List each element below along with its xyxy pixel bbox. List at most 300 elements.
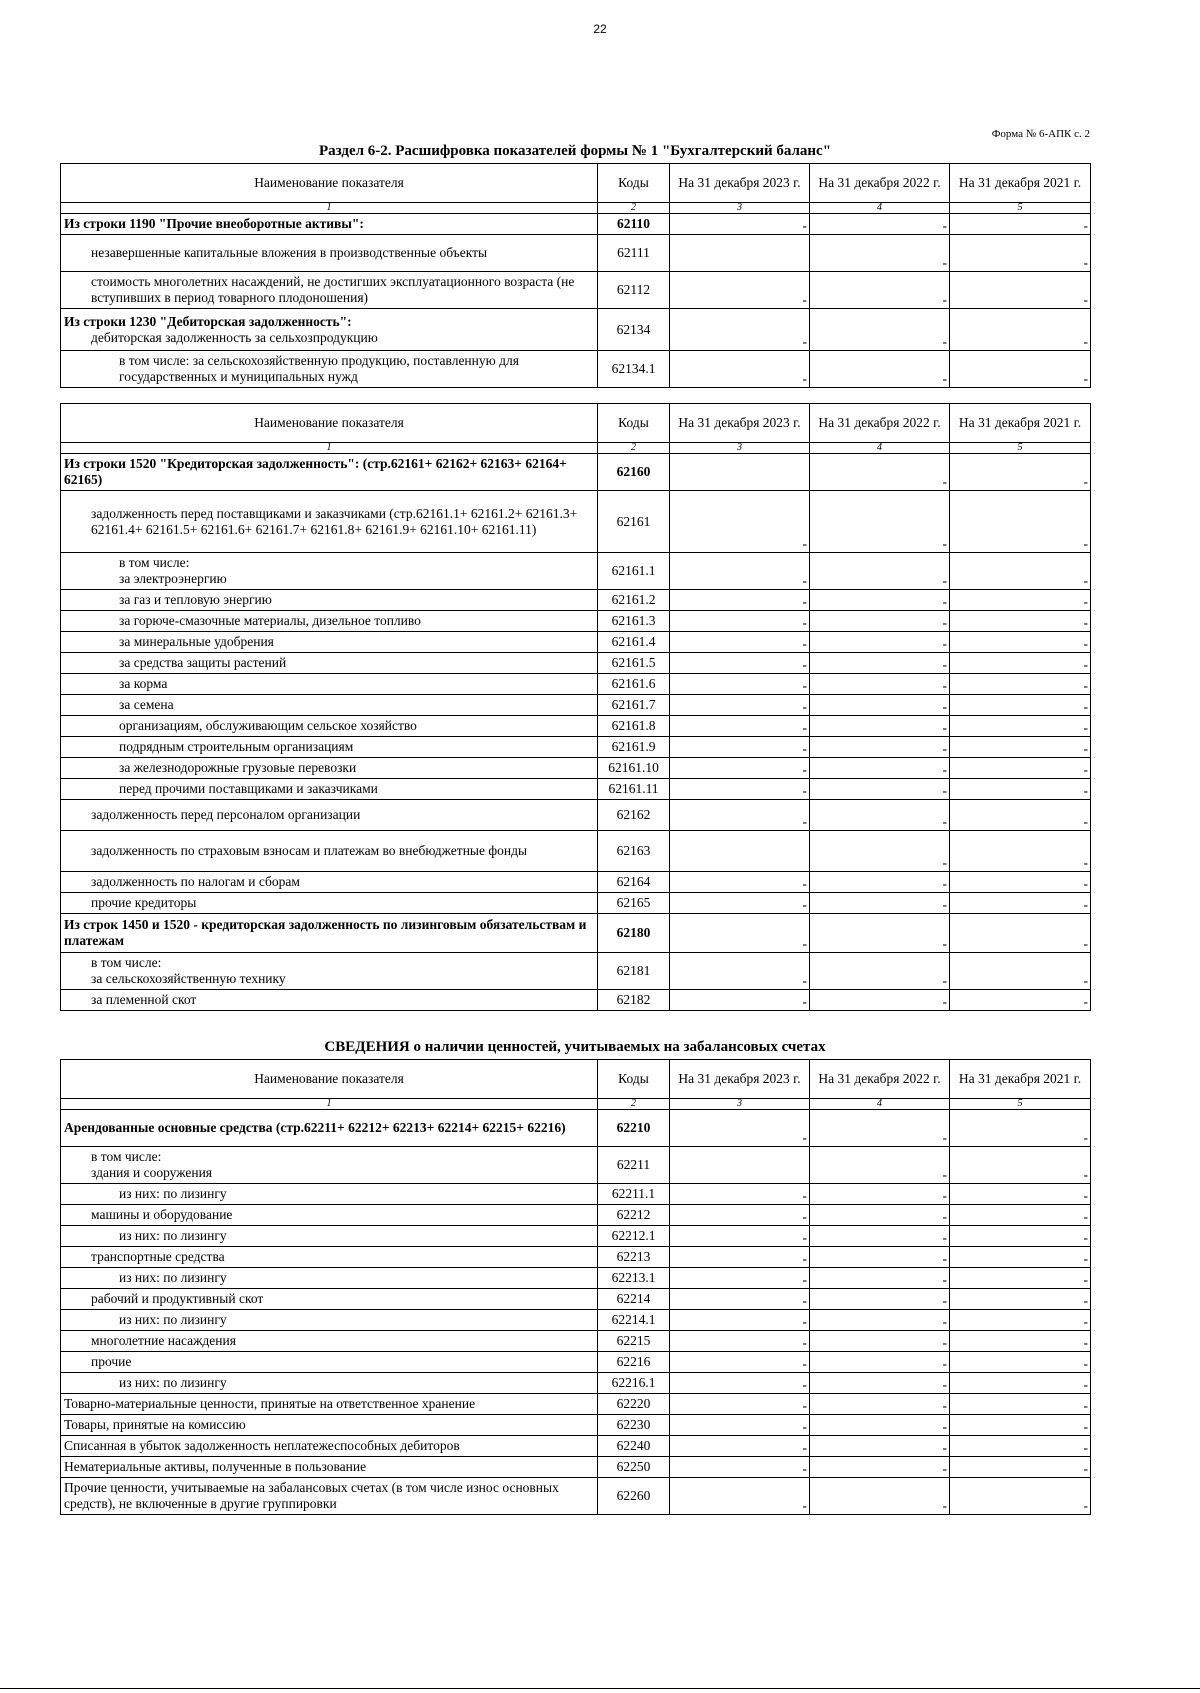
row-value-2023: - [670, 611, 810, 632]
row-value-2021: - [950, 1436, 1091, 1457]
row-label: за минеральные удобрения [61, 632, 598, 653]
row-code: 62110 [598, 214, 670, 235]
row-value-2022: - [810, 758, 950, 779]
row-value-2021: - [950, 1110, 1091, 1147]
col-num: 5 [950, 203, 1091, 214]
row-value-2022: - [810, 1184, 950, 1205]
row-value-2023: - [670, 351, 810, 388]
header-name: Наименование показателя [61, 404, 598, 443]
col-num: 1 [61, 1099, 598, 1110]
row-value-2021: - [950, 1268, 1091, 1289]
row-value-2023: - [670, 1331, 810, 1352]
row-code: 62161.9 [598, 737, 670, 758]
row-code: 62161.2 [598, 590, 670, 611]
row-value-2023: - [670, 1247, 810, 1268]
row-value-2021: - [950, 695, 1091, 716]
row-code: 62260 [598, 1478, 670, 1515]
header-codes: Коды [598, 1060, 670, 1099]
row-value-2022: - [810, 351, 950, 388]
row-code: 62214.1 [598, 1310, 670, 1331]
row-label: Нематериальные активы, полученные в пользование [61, 1457, 598, 1478]
row-code: 62164 [598, 872, 670, 893]
row-code: 62215 [598, 1331, 670, 1352]
row-code: 62214 [598, 1289, 670, 1310]
header-2023: На 31 декабря 2023 г. [670, 404, 810, 443]
row-value-2023: - [670, 1457, 810, 1478]
row-value-2022: - [810, 235, 950, 272]
header-2022: На 31 декабря 2022 г. [810, 404, 950, 443]
row-value-2023: - [670, 1226, 810, 1247]
table-header-row [61, 1060, 1091, 1099]
table-row [61, 1436, 1091, 1457]
row-label: в том числе: [91, 1149, 162, 1164]
row-value-2023 [670, 235, 810, 272]
row-value-2022: - [810, 893, 950, 914]
row-value-2022: - [810, 1226, 950, 1247]
header-2022: На 31 декабря 2022 г. [810, 164, 950, 203]
table-row [61, 872, 1091, 893]
row-value-2022: - [810, 553, 950, 590]
row-value-2023: - [670, 695, 810, 716]
table-row [61, 309, 1091, 351]
row-value-2022: - [810, 1415, 950, 1436]
table-row [61, 1268, 1091, 1289]
row-code: 62161.6 [598, 674, 670, 695]
header-2021: На 31 декабря 2021 г. [950, 404, 1091, 443]
row-code: 62162 [598, 800, 670, 831]
row-value-2023: - [670, 491, 810, 553]
row-label: рабочий и продуктивный скот [61, 1289, 598, 1310]
row-value-2022: - [810, 1205, 950, 1226]
row-label: задолженность по налогам и сборам [61, 872, 598, 893]
row-code: 62111 [598, 235, 670, 272]
row-value-2021: - [950, 214, 1091, 235]
row-value-2021: - [950, 779, 1091, 800]
row-code: 62213 [598, 1247, 670, 1268]
row-value-2022: - [810, 1373, 950, 1394]
row-value-2022: - [810, 1436, 950, 1457]
row-label: из них: по лизингу [61, 1184, 598, 1205]
row-code: 62163 [598, 831, 670, 872]
page-bottom-line [0, 1688, 1200, 1689]
row-label: за железнодорожные грузовые перевозки [61, 758, 598, 779]
table-row [61, 674, 1091, 695]
row-value-2023: - [670, 872, 810, 893]
row-value-2021: - [950, 611, 1091, 632]
row-label: прочие кредиторы [61, 893, 598, 914]
table-row [61, 351, 1091, 388]
row-value-2023 [670, 1147, 810, 1184]
row-value-2021: - [950, 716, 1091, 737]
row-code: 62161.11 [598, 779, 670, 800]
row-value-2021: - [950, 674, 1091, 695]
row-value-2023: - [670, 779, 810, 800]
row-value-2021: - [950, 653, 1091, 674]
row-value-2021: - [950, 737, 1091, 758]
column-number-row [61, 1099, 1091, 1110]
row-value-2022: - [810, 1478, 950, 1515]
row-value-2023 [670, 831, 810, 872]
row-code: 62230 [598, 1415, 670, 1436]
row-value-2022: - [810, 831, 950, 872]
row-label: за семена [61, 695, 598, 716]
row-value-2022: - [810, 800, 950, 831]
row-value-2022: - [810, 674, 950, 695]
row-value-2021: - [950, 831, 1091, 872]
row-label: Товарно-материальные ценности, принятые на ответственное хранение [61, 1394, 598, 1415]
row-code: 62211 [598, 1147, 670, 1184]
row-code: 62211.1 [598, 1184, 670, 1205]
row-value-2021: - [950, 590, 1091, 611]
row-value-2023: - [670, 1289, 810, 1310]
table-row [61, 1289, 1091, 1310]
row-value-2023: - [670, 800, 810, 831]
table-row [61, 953, 1091, 990]
row-value-2021: - [950, 953, 1091, 990]
row-code: 62182 [598, 990, 670, 1011]
row-value-2022: - [810, 1147, 950, 1184]
row-value-2023: - [670, 1436, 810, 1457]
section3-title-rest: о наличии ценностей, учитываемых на забалансовых счетах [409, 1039, 826, 1055]
row-code: 62210 [598, 1110, 670, 1147]
table-row [61, 716, 1091, 737]
section3-table [60, 1059, 1091, 1515]
row-value-2023: - [670, 990, 810, 1011]
row-label: за средства защиты растений [61, 653, 598, 674]
row-code: 62212.1 [598, 1226, 670, 1247]
col-num: 1 [61, 203, 598, 214]
table-row [61, 491, 1091, 553]
row-value-2022: - [810, 695, 950, 716]
col-num: 3 [670, 443, 810, 454]
col-num: 3 [670, 203, 810, 214]
header-name: Наименование показателя [61, 164, 598, 203]
row-code: 62165 [598, 893, 670, 914]
row-value-2022: - [810, 1268, 950, 1289]
row-value-2023: - [670, 590, 810, 611]
row-code: 62160 [598, 454, 670, 491]
row-value-2023: - [670, 1184, 810, 1205]
header-2022: На 31 декабря 2022 г. [810, 1060, 950, 1099]
section3-title [60, 1039, 1090, 1056]
row-value-2023: - [670, 1310, 810, 1331]
header-codes: Коды [598, 164, 670, 203]
row-value-2023: - [670, 214, 810, 235]
table-row [61, 590, 1091, 611]
row-value-2023: - [670, 553, 810, 590]
row-sublabel: здания и сооружения [91, 1165, 213, 1180]
row-value-2022: - [810, 611, 950, 632]
table-header-row [61, 164, 1091, 203]
header-name: Наименование показателя [61, 1060, 598, 1099]
row-value-2022: - [810, 1110, 950, 1147]
table-row [61, 632, 1091, 653]
row-value-2022: - [810, 590, 950, 611]
table-row [61, 1110, 1091, 1147]
row-value-2021: - [950, 553, 1091, 590]
row-label: Арендованные основные средства (стр.62211+ 62212+ 62213+ 62214+ 62215+ 62216) [61, 1110, 598, 1147]
table-row [61, 1247, 1091, 1268]
section2-table [60, 403, 1091, 1011]
table-row [61, 1415, 1091, 1436]
table-row [61, 611, 1091, 632]
row-value-2023: - [670, 272, 810, 309]
table-row [61, 800, 1091, 831]
row-label-group [61, 953, 598, 990]
row-label: машины и оборудование [61, 1205, 598, 1226]
row-code: 62161.4 [598, 632, 670, 653]
row-label: Из строки 1190 "Прочие внеоборотные активы": [61, 214, 598, 235]
row-label: задолженность перед персоналом организации [61, 800, 598, 831]
table-row [61, 1310, 1091, 1331]
row-value-2021: - [950, 1415, 1091, 1436]
row-label: организациям, обслуживающим сельское хозяйство [61, 716, 598, 737]
table-row [61, 914, 1091, 953]
row-label: задолженность перед поставщиками и заказчиками (стр.62161.1+ 62161.2+ 62161.3+ 62161.4+ 62161.5+ 62161.6+ 62161.7+ 62161.8+ 62161.9+ 62161.10+ 62161.11) [61, 491, 598, 553]
row-value-2023: - [670, 1478, 810, 1515]
row-value-2021: - [950, 1352, 1091, 1373]
table-row [61, 1226, 1091, 1247]
row-sublabel: дебиторская задолженность за сельхозпродукцию [91, 329, 378, 345]
row-value-2021: - [950, 1289, 1091, 1310]
section1-title: Раздел 6-2. Расшифровка показателей формы № 1 "Бухгалтерский баланс" [318, 143, 832, 159]
row-label: Списанная в убыток задолженность неплатежеспособных дебиторов [61, 1436, 598, 1457]
row-value-2021: - [950, 1205, 1091, 1226]
row-label: за газ и тепловую энергию [61, 590, 598, 611]
row-value-2022: - [810, 272, 950, 309]
row-code: 62220 [598, 1394, 670, 1415]
row-value-2021: - [950, 800, 1091, 831]
row-value-2023: - [670, 716, 810, 737]
row-value-2023: - [670, 758, 810, 779]
row-value-2022: - [810, 1394, 950, 1415]
row-value-2021: - [950, 1310, 1091, 1331]
row-value-2023: - [670, 1394, 810, 1415]
row-code: 62134 [598, 309, 670, 351]
row-value-2021: - [950, 1147, 1091, 1184]
row-value-2022: - [810, 1352, 950, 1373]
row-code: 62161.10 [598, 758, 670, 779]
row-value-2023 [670, 454, 810, 491]
row-value-2021: - [950, 1478, 1091, 1515]
table-row [61, 553, 1091, 590]
table-row [61, 272, 1091, 309]
row-value-2021: - [950, 1184, 1091, 1205]
row-label: Товары, принятые на комиссию [61, 1415, 598, 1436]
column-number-row [61, 443, 1091, 454]
col-num: 4 [810, 443, 950, 454]
table-row [61, 1394, 1091, 1415]
row-label: за племенной скот [61, 990, 598, 1011]
table-row [61, 737, 1091, 758]
section3-title-bold: СВЕДЕНИЯ [324, 1039, 410, 1055]
row-value-2023: - [670, 1268, 810, 1289]
row-value-2022: - [810, 1289, 950, 1310]
row-code: 62250 [598, 1457, 670, 1478]
header-codes: Коды [598, 404, 670, 443]
column-number-row [61, 203, 1091, 214]
table-row [61, 1205, 1091, 1226]
row-value-2021: - [950, 1247, 1091, 1268]
row-value-2023: - [670, 737, 810, 758]
table-row [61, 893, 1091, 914]
row-value-2023: - [670, 632, 810, 653]
row-value-2022: - [810, 653, 950, 674]
row-label: в том числе: за сельскохозяйственную продукцию, поставленную для государственных и муниципальных нужд [61, 351, 598, 388]
row-value-2021: - [950, 309, 1091, 351]
row-value-2022: - [810, 1247, 950, 1268]
col-num: 3 [670, 1099, 810, 1110]
row-value-2022: - [810, 779, 950, 800]
row-value-2021: - [950, 351, 1091, 388]
row-value-2022: - [810, 1457, 950, 1478]
page-number: 22 [593, 22, 607, 36]
table-row [61, 758, 1091, 779]
row-value-2022: - [810, 454, 950, 491]
table-row [61, 831, 1091, 872]
row-value-2021: - [950, 272, 1091, 309]
col-num: 2 [598, 1099, 670, 1110]
row-value-2021: - [950, 632, 1091, 653]
table-row [61, 1331, 1091, 1352]
row-value-2022: - [810, 990, 950, 1011]
row-value-2023: - [670, 1205, 810, 1226]
row-code: 62216.1 [598, 1373, 670, 1394]
row-label: Из строк 1450 и 1520 - кредиторская задолженность по лизинговым обязательствам и платежам [61, 914, 598, 953]
row-value-2022: - [810, 716, 950, 737]
table-row [61, 214, 1091, 235]
row-value-2023: - [670, 953, 810, 990]
row-code: 62161.3 [598, 611, 670, 632]
row-value-2023: - [670, 309, 810, 351]
row-value-2021: - [950, 893, 1091, 914]
row-label: задолженность по страховым взносам и платежам во внебюджетные фонды [61, 831, 598, 872]
row-code: 62161.7 [598, 695, 670, 716]
row-value-2021: - [950, 872, 1091, 893]
col-num: 5 [950, 443, 1091, 454]
table-row [61, 1147, 1091, 1184]
row-value-2021: - [950, 914, 1091, 953]
row-label: Прочие ценности, учитываемые на забалансовых счетах (в том числе износ основных средств), не включенные в другие группировки [61, 1478, 598, 1515]
row-value-2021: - [950, 1331, 1091, 1352]
col-num: 1 [61, 443, 598, 454]
col-num: 2 [598, 443, 670, 454]
row-value-2021: - [950, 1373, 1091, 1394]
table-row [61, 1478, 1091, 1515]
row-label-group [61, 553, 598, 590]
row-value-2023: - [670, 1415, 810, 1436]
form-label: Форма № 6-АПК с. 2 [991, 128, 1090, 140]
row-value-2022: - [810, 1331, 950, 1352]
row-label: многолетние насаждения [61, 1331, 598, 1352]
row-code: 62181 [598, 953, 670, 990]
row-label: транспортные средства [61, 1247, 598, 1268]
row-value-2021: - [950, 1457, 1091, 1478]
table-row [61, 235, 1091, 272]
row-label: подрядным строительным организациям [61, 737, 598, 758]
header-2023: На 31 декабря 2023 г. [670, 1060, 810, 1099]
header-2021: На 31 декабря 2021 г. [950, 164, 1091, 203]
row-label: из них: по лизингу [61, 1373, 598, 1394]
row-value-2022: - [810, 491, 950, 553]
section1-table [60, 163, 1091, 388]
row-label: из них: по лизингу [61, 1310, 598, 1331]
row-value-2022: - [810, 632, 950, 653]
row-value-2021: - [950, 1394, 1091, 1415]
col-num: 2 [598, 203, 670, 214]
row-value-2021: - [950, 990, 1091, 1011]
row-label: из них: по лизингу [61, 1226, 598, 1247]
row-label: прочие [61, 1352, 598, 1373]
row-code: 62161.8 [598, 716, 670, 737]
row-value-2022: - [810, 953, 950, 990]
row-value-2023: - [670, 1110, 810, 1147]
row-value-2022: - [810, 309, 950, 351]
row-code: 62216 [598, 1352, 670, 1373]
row-label: в том числе: [119, 555, 190, 570]
row-value-2021: - [950, 235, 1091, 272]
row-label-group [61, 309, 598, 351]
row-code: 62161.5 [598, 653, 670, 674]
row-value-2022: - [810, 214, 950, 235]
row-value-2022: - [810, 737, 950, 758]
table-row [61, 990, 1091, 1011]
table-row [61, 1373, 1091, 1394]
row-label: за корма [61, 674, 598, 695]
row-label: стоимость многолетних насаждений, не достигших эксплуатационного возраста (не вступивших в период товарного плодоношения) [61, 272, 598, 309]
row-value-2023: - [670, 653, 810, 674]
row-code: 62161.1 [598, 553, 670, 590]
row-value-2023: - [670, 893, 810, 914]
row-value-2023: - [670, 674, 810, 695]
row-code: 62134.1 [598, 351, 670, 388]
row-code: 62180 [598, 914, 670, 953]
row-label: Из строки 1230 "Дебиторская задолженность": [64, 313, 352, 329]
header-2021: На 31 декабря 2021 г. [950, 1060, 1091, 1099]
table-row [61, 1457, 1091, 1478]
row-code: 62240 [598, 1436, 670, 1457]
row-code: 62161 [598, 491, 670, 553]
row-value-2022: - [810, 914, 950, 953]
table-header-row [61, 404, 1091, 443]
row-value-2022: - [810, 1310, 950, 1331]
row-value-2021: - [950, 454, 1091, 491]
table-row [61, 1184, 1091, 1205]
row-value-2023: - [670, 1373, 810, 1394]
table-row [61, 695, 1091, 716]
row-code: 62212 [598, 1205, 670, 1226]
col-num: 4 [810, 203, 950, 214]
table-row [61, 653, 1091, 674]
row-value-2021: - [950, 491, 1091, 553]
row-label: незавершенные капитальные вложения в производственные объекты [61, 235, 598, 272]
row-label: в том числе: [91, 955, 162, 970]
row-label: за горюче-смазочные материалы, дизельное топливо [61, 611, 598, 632]
col-num: 5 [950, 1099, 1091, 1110]
header-2023: На 31 декабря 2023 г. [670, 164, 810, 203]
table-row [61, 779, 1091, 800]
row-value-2021: - [950, 1226, 1091, 1247]
row-code: 62213.1 [598, 1268, 670, 1289]
row-value-2021: - [950, 758, 1091, 779]
row-label-group [61, 1147, 598, 1184]
row-sublabel: за сельскохозяйственную технику [91, 971, 286, 986]
row-value-2023: - [670, 1352, 810, 1373]
row-sublabel: за электроэнергию [119, 571, 227, 586]
row-code: 62112 [598, 272, 670, 309]
row-label: Из строки 1520 "Кредиторская задолженность": (стр.62161+ 62162+ 62163+ 62164+ 62165) [61, 454, 598, 491]
table-row [61, 454, 1091, 491]
